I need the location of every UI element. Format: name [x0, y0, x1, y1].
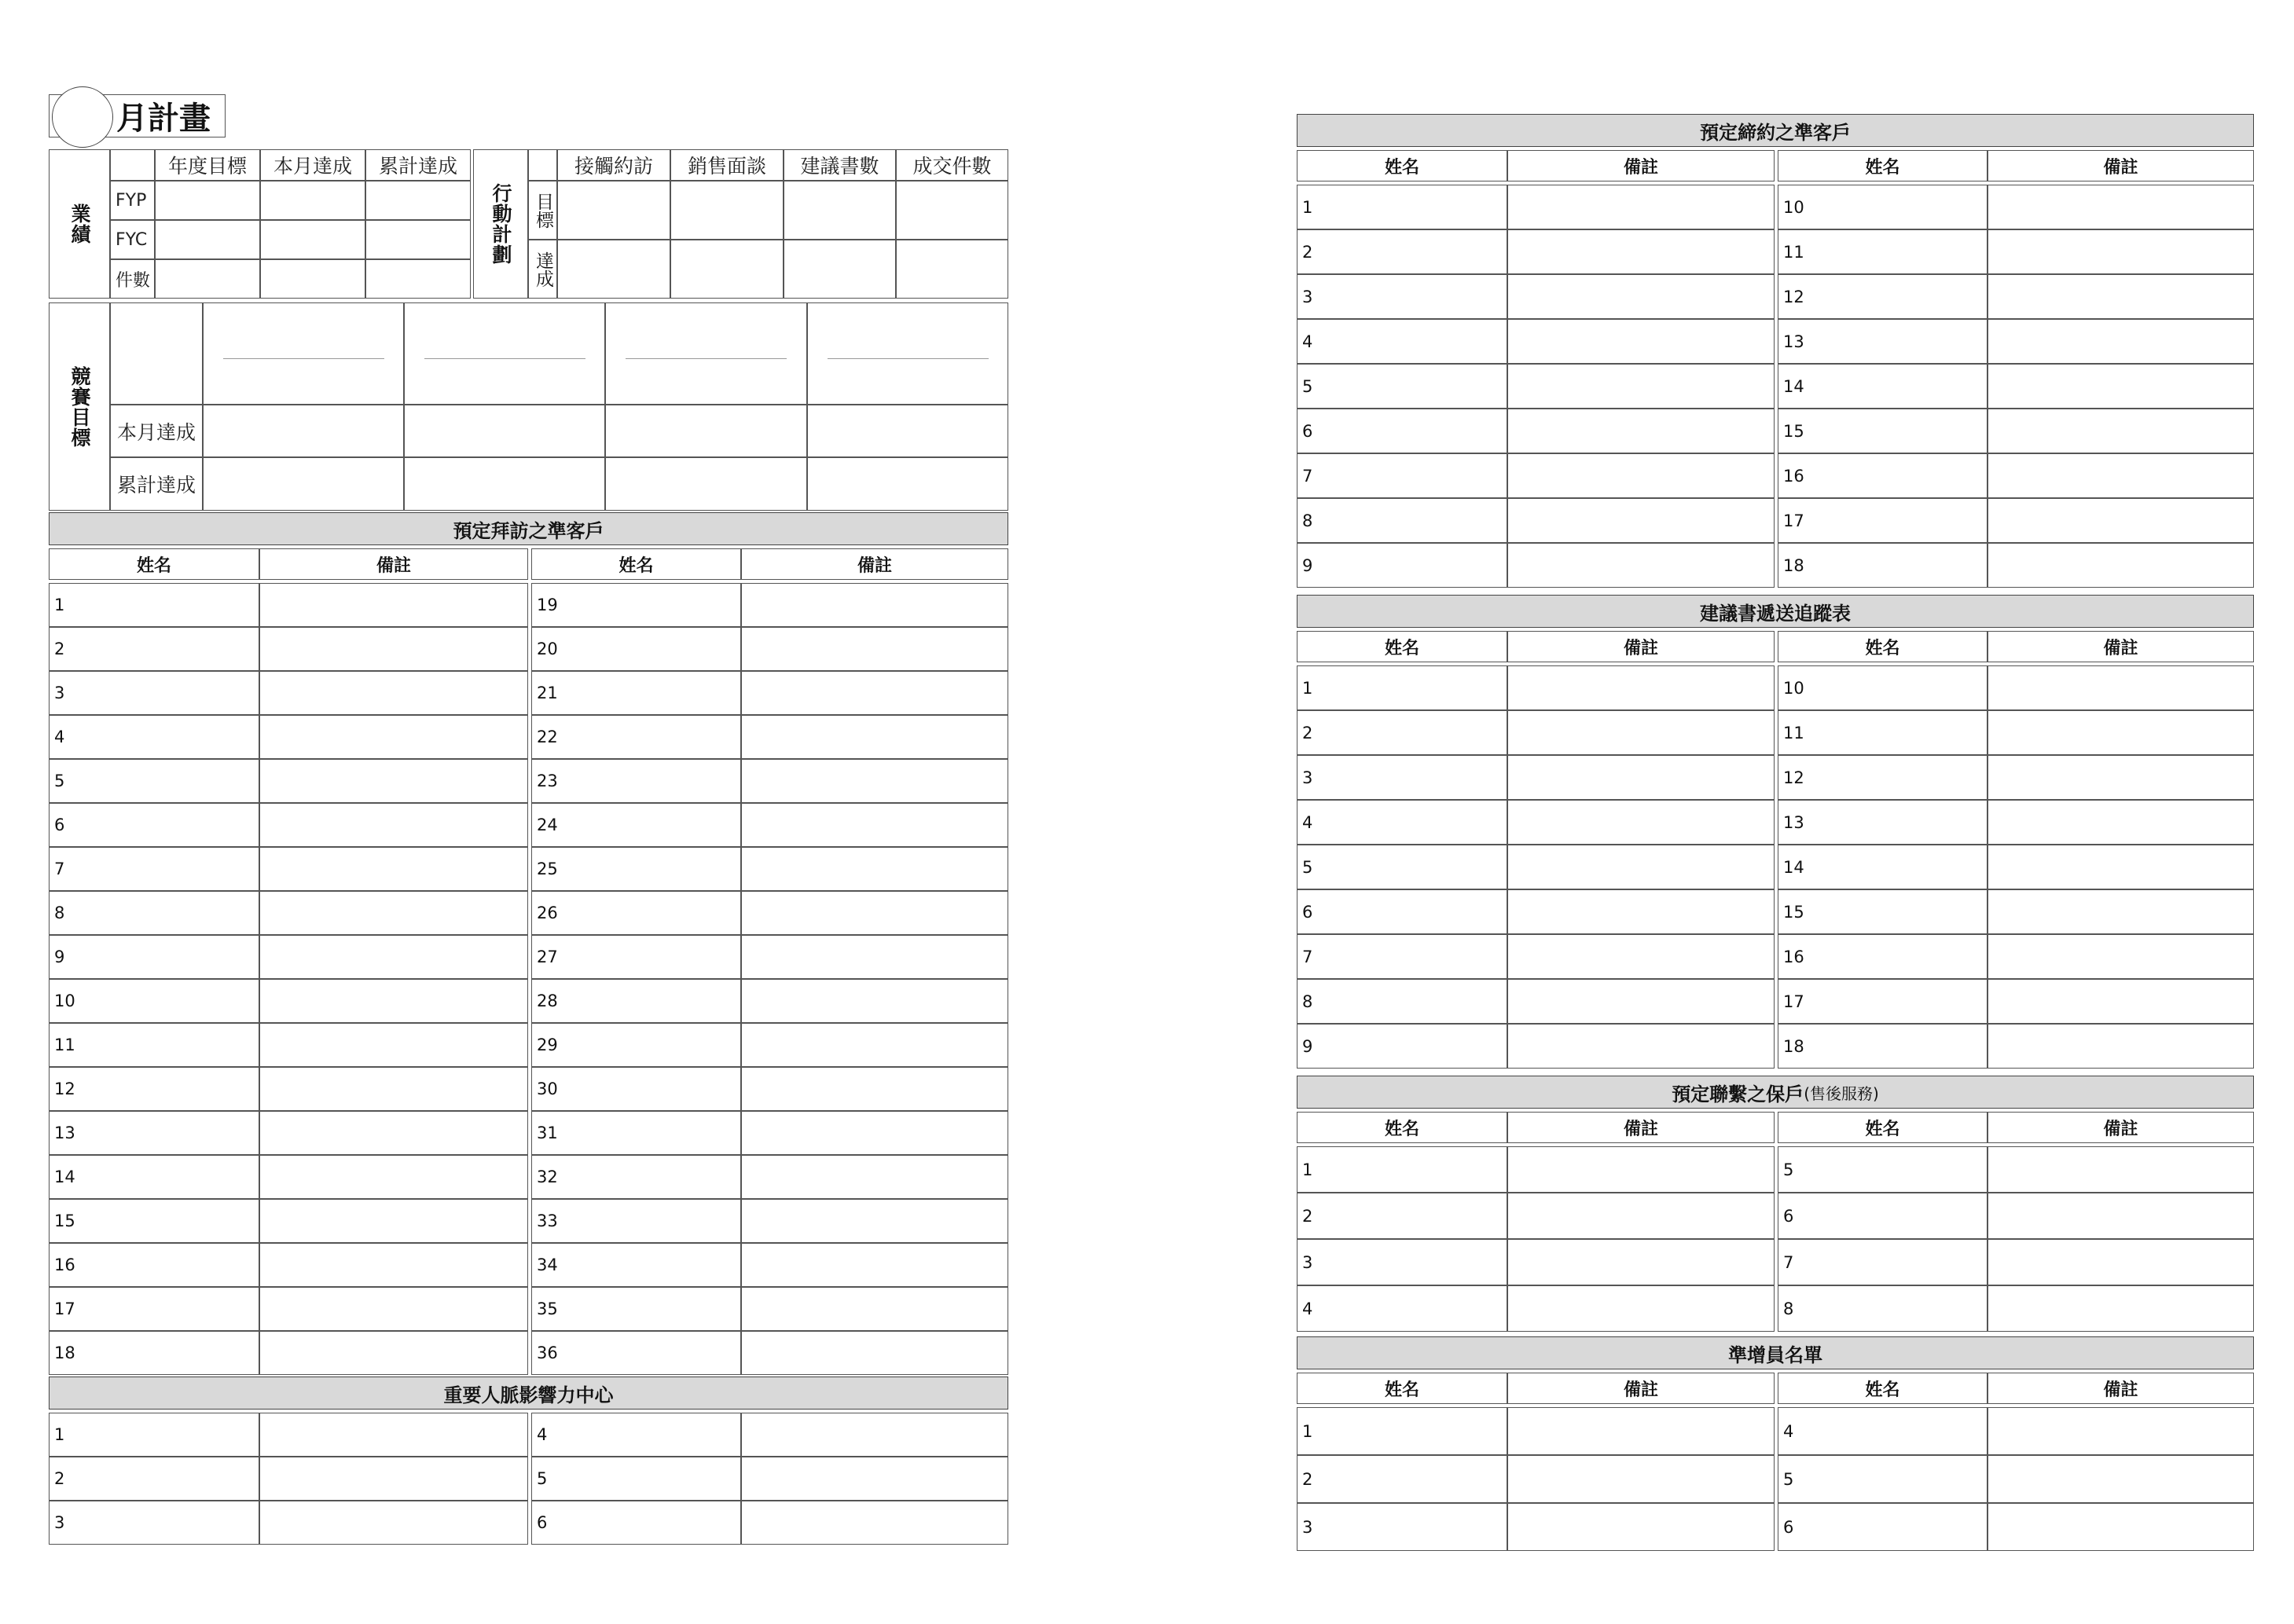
row-note-cell[interactable] [1988, 274, 2254, 319]
row-note-cell[interactable] [1988, 1285, 2254, 1332]
row-note-cell[interactable] [741, 715, 1008, 759]
influence-center-title [49, 1377, 1008, 1410]
row-number-cell[interactable]: 11 [49, 1023, 259, 1067]
row-note-cell[interactable] [1507, 364, 1775, 409]
contest-goal-header[interactable] [203, 302, 404, 405]
contest-cell[interactable] [807, 457, 1008, 511]
row-note-cell[interactable] [1507, 1239, 1775, 1285]
row-note-cell[interactable] [259, 1243, 528, 1287]
row-note-cell[interactable] [259, 935, 528, 979]
note-column-header: 備註 [1988, 150, 2254, 181]
row-number-cell[interactable]: 3 [1297, 1239, 1507, 1285]
row-note-cell[interactable] [1988, 453, 2254, 498]
row-number-cell[interactable]: 7 [1778, 1239, 1988, 1285]
row-number-cell[interactable]: 3 [49, 1501, 259, 1545]
note-column-header: 備註 [1988, 1373, 2254, 1404]
row-note-cell[interactable] [741, 1023, 1008, 1067]
performance-cell[interactable] [260, 259, 365, 299]
row-note-cell[interactable] [1988, 800, 2254, 845]
row-number-cell[interactable]: 32 [531, 1155, 741, 1199]
name-column-header: 姓名 [1778, 1112, 1988, 1143]
row-number-cell[interactable]: 20 [531, 627, 741, 671]
row-number-cell[interactable]: 2 [1297, 710, 1507, 755]
row-number-cell[interactable]: 28 [531, 979, 741, 1023]
row-note-cell[interactable] [741, 979, 1008, 1023]
row-number-cell[interactable]: 11 [1778, 710, 1988, 755]
row-number-cell[interactable]: 18 [49, 1331, 259, 1375]
row-number-cell[interactable]: 15 [49, 1199, 259, 1243]
section-title-suffix: (售後服務) [1804, 1083, 1879, 1103]
row-number-cell[interactable]: 4 [1297, 319, 1507, 364]
performance-cell[interactable] [260, 181, 365, 220]
row-note-cell[interactable] [1507, 1503, 1775, 1551]
row-note-cell[interactable] [1988, 543, 2254, 588]
row-note-cell[interactable] [741, 891, 1008, 935]
name-column-header: 姓名 [1297, 150, 1507, 181]
row-note-cell[interactable] [1507, 543, 1775, 588]
row-note-cell[interactable] [1988, 409, 2254, 453]
row-number-cell[interactable]: 5 [49, 759, 259, 803]
row-number-cell[interactable]: 24 [531, 803, 741, 847]
row-number-cell[interactable]: 6 [1778, 1503, 1988, 1551]
close-prospects-title [1297, 114, 2254, 147]
action-plan-side-text: 行動計劃 [490, 183, 512, 265]
contest-row-month: 本月達成 [110, 405, 203, 457]
row-note-cell[interactable] [1988, 1407, 2254, 1455]
row-note-cell[interactable] [1988, 185, 2254, 229]
row-number-cell[interactable]: 16 [1778, 453, 1988, 498]
row-note-cell[interactable] [259, 715, 528, 759]
action-cell[interactable] [670, 240, 784, 299]
service-contacts-title [1297, 1076, 2254, 1109]
row-note-cell[interactable] [1507, 1455, 1775, 1503]
note-column-header: 備註 [1507, 1373, 1775, 1404]
row-number-cell[interactable]: 9 [1297, 1024, 1507, 1069]
row-number-cell[interactable]: 10 [1778, 665, 1988, 710]
row-note-cell[interactable] [1507, 800, 1775, 845]
performance-cell[interactable] [155, 220, 260, 259]
row-number-cell[interactable]: 15 [1778, 409, 1988, 453]
row-number-cell[interactable]: 35 [531, 1287, 741, 1331]
row-number-cell[interactable]: 4 [1297, 1285, 1507, 1332]
row-number-cell[interactable]: 16 [49, 1243, 259, 1287]
row-note-cell[interactable] [1507, 755, 1775, 800]
row-number-cell[interactable]: 5 [1297, 364, 1507, 409]
performance-col-month: 本月達成 [260, 149, 365, 181]
row-note-cell[interactable] [1988, 1193, 2254, 1239]
row-note-cell[interactable] [1507, 979, 1775, 1024]
row-number-cell[interactable]: 3 [49, 671, 259, 715]
row-number-cell[interactable]: 5 [1778, 1455, 1988, 1503]
contest-table [49, 302, 1008, 511]
month-circle[interactable] [52, 86, 113, 148]
row-number-cell[interactable]: 3 [1297, 755, 1507, 800]
row-number-cell[interactable]: 9 [49, 935, 259, 979]
row-number-cell[interactable]: 1 [1297, 185, 1507, 229]
row-number-cell[interactable]: 6 [1297, 409, 1507, 453]
performance-row-count: 件數 [110, 259, 155, 299]
name-column-header: 姓名 [531, 548, 741, 580]
performance-col-cumulative: 累計達成 [365, 149, 471, 181]
name-column-header: 姓名 [49, 548, 259, 580]
row-number-cell[interactable]: 6 [49, 803, 259, 847]
action-cell[interactable] [896, 181, 1008, 240]
row-number-cell[interactable]: 6 [1778, 1193, 1988, 1239]
row-number-cell[interactable]: 6 [1297, 889, 1507, 934]
row-note-cell[interactable] [1988, 889, 2254, 934]
row-note-cell[interactable] [741, 935, 1008, 979]
title-block [49, 94, 226, 141]
row-number-cell[interactable]: 4 [1778, 1407, 1988, 1455]
row-number-cell[interactable]: 17 [1778, 498, 1988, 543]
row-note-cell[interactable] [1507, 453, 1775, 498]
row-number-cell[interactable]: 22 [531, 715, 741, 759]
note-column-header: 備註 [259, 548, 528, 580]
row-number-cell[interactable]: 16 [1778, 934, 1988, 979]
action-cell[interactable] [784, 240, 896, 299]
row-number-cell[interactable]: 30 [531, 1067, 741, 1111]
contest-goal-blank [223, 358, 384, 359]
action-col-interview: 銷售面談 [670, 149, 784, 181]
recruits-section [1297, 1336, 2254, 1551]
contest-cell[interactable] [203, 405, 404, 457]
row-note-cell[interactable] [1507, 1193, 1775, 1239]
action-row-achieved [528, 240, 557, 299]
row-number-cell[interactable]: 36 [531, 1331, 741, 1375]
performance-cell[interactable] [155, 181, 260, 220]
row-note-cell[interactable] [1988, 229, 2254, 274]
row-number-cell[interactable]: 13 [49, 1111, 259, 1155]
row-note-cell[interactable] [1507, 229, 1775, 274]
action-cell[interactable] [557, 240, 670, 299]
row-note-cell[interactable] [259, 759, 528, 803]
visit-prospects-title [49, 512, 1008, 545]
section-title-text: 預定拜訪之準客戶 [453, 519, 604, 542]
contest-corner [110, 302, 203, 405]
contest-cell[interactable] [203, 457, 404, 511]
proposal-tracking-title [1297, 595, 2254, 628]
row-number-cell[interactable]: 12 [1778, 755, 1988, 800]
action-row-target [528, 181, 557, 240]
row-note-cell[interactable] [741, 583, 1008, 627]
note-column-header: 備註 [1988, 1112, 2254, 1143]
row-number-cell[interactable]: 10 [1778, 185, 1988, 229]
section-title-text: 預定聯繫之保戶 [1672, 1083, 1804, 1105]
row-number-cell[interactable]: 27 [531, 935, 741, 979]
performance-row-fyc: FYC [110, 220, 155, 259]
row-note-cell[interactable] [1507, 1407, 1775, 1455]
note-column-header: 備註 [1507, 1112, 1775, 1143]
row-note-cell[interactable] [259, 627, 528, 671]
section-title-text: 建議書遞送追蹤表 [1700, 602, 1851, 625]
row-number-cell[interactable]: 8 [1297, 979, 1507, 1024]
row-note-cell[interactable] [741, 1155, 1008, 1199]
row-number-cell[interactable]: 7 [1297, 453, 1507, 498]
row-note-cell[interactable] [1507, 934, 1775, 979]
row-note-cell[interactable] [1988, 498, 2254, 543]
performance-row-fyp: FYP [110, 181, 155, 220]
service-contacts-section [1297, 1076, 2254, 1332]
row-note-cell[interactable] [1988, 364, 2254, 409]
proposal-tracking-section [1297, 595, 2254, 1069]
row-note-cell[interactable] [1507, 665, 1775, 710]
note-column-header: 備註 [1507, 150, 1775, 181]
performance-cell[interactable] [365, 220, 471, 259]
name-column-header: 姓名 [1778, 631, 1988, 662]
name-column-header: 姓名 [1778, 150, 1988, 181]
row-note-cell[interactable] [1988, 1146, 2254, 1193]
name-column-header: 姓名 [1778, 1373, 1988, 1404]
row-number-cell[interactable]: 12 [49, 1067, 259, 1111]
contest-goal-header[interactable] [404, 302, 605, 405]
row-number-cell[interactable]: 5 [1778, 1146, 1988, 1193]
row-note-cell[interactable] [259, 1287, 528, 1331]
note-column-header: 備註 [1507, 631, 1775, 662]
row-number-cell[interactable]: 12 [1778, 274, 1988, 319]
row-note-cell[interactable] [1988, 1024, 2254, 1069]
row-number-cell[interactable]: 13 [1778, 319, 1988, 364]
row-number-cell[interactable]: 1 [1297, 1146, 1507, 1193]
row-number-cell[interactable]: 18 [1778, 1024, 1988, 1069]
contest-side-text: 競賽目標 [68, 365, 91, 448]
action-cell[interactable] [896, 240, 1008, 299]
row-number-cell[interactable]: 2 [1297, 1193, 1507, 1239]
name-column-header: 姓名 [1297, 1112, 1507, 1143]
performance-side-label [49, 149, 110, 299]
row-note-cell[interactable] [259, 979, 528, 1023]
contest-cell[interactable] [605, 457, 807, 511]
influence-center-section [49, 1377, 1008, 1545]
row-note-cell[interactable] [1988, 319, 2254, 364]
row-number-cell[interactable]: 7 [1297, 934, 1507, 979]
page-title: 月計畫 [116, 101, 211, 137]
action-col-closed: 成交件數 [896, 149, 1008, 181]
action-cell[interactable] [670, 181, 784, 240]
performance-corner [110, 149, 155, 181]
contest-row-cumulative: 累計達成 [110, 457, 203, 511]
row-number-cell[interactable]: 15 [1778, 889, 1988, 934]
row-number-cell[interactable]: 3 [1297, 274, 1507, 319]
action-cell[interactable] [784, 181, 896, 240]
row-note-cell[interactable] [259, 1155, 528, 1199]
row-number-cell[interactable]: 8 [1778, 1285, 1988, 1332]
section-title-text: 預定締約之準客戶 [1700, 121, 1851, 144]
row-note-cell[interactable] [1507, 319, 1775, 364]
row-number-cell[interactable]: 4 [1297, 800, 1507, 845]
row-note-cell[interactable] [1507, 1285, 1775, 1332]
contest-cell[interactable] [807, 405, 1008, 457]
row-note-cell[interactable] [259, 1111, 528, 1155]
contest-cell[interactable] [404, 405, 605, 457]
contest-cell[interactable] [404, 457, 605, 511]
row-note-cell[interactable] [259, 1457, 528, 1501]
contest-goal-blank [828, 358, 989, 359]
row-number-cell[interactable]: 34 [531, 1243, 741, 1287]
row-number-cell[interactable]: 5 [1297, 845, 1507, 889]
row-note-cell[interactable] [1507, 845, 1775, 889]
row-number-cell[interactable]: 9 [1297, 543, 1507, 588]
performance-col-annual: 年度目標 [155, 149, 260, 181]
row-note-cell[interactable] [1988, 1503, 2254, 1551]
row-note-cell[interactable] [1507, 710, 1775, 755]
action-col-contact: 接觸約訪 [557, 149, 670, 181]
row-number-cell[interactable]: 1 [49, 1413, 259, 1457]
row-number-cell[interactable]: 14 [1778, 364, 1988, 409]
row-note-cell[interactable] [741, 1331, 1008, 1375]
row-number-cell[interactable]: 23 [531, 759, 741, 803]
contest-cell[interactable] [605, 405, 807, 457]
contest-side-label [49, 302, 110, 511]
row-number-cell[interactable]: 4 [49, 715, 259, 759]
row-number-cell[interactable]: 31 [531, 1111, 741, 1155]
row-number-cell[interactable]: 10 [49, 979, 259, 1023]
contest-goal-blank [626, 358, 787, 359]
row-number-cell[interactable]: 2 [49, 627, 259, 671]
row-note-cell[interactable] [259, 583, 528, 627]
row-note-cell[interactable] [1988, 979, 2254, 1024]
contest-goal-header[interactable] [807, 302, 1008, 405]
row-number-cell[interactable]: 1 [1297, 665, 1507, 710]
row-note-cell[interactable] [741, 759, 1008, 803]
row-note-cell[interactable] [259, 1023, 528, 1067]
row-note-cell[interactable] [1988, 845, 2254, 889]
row-number-cell[interactable]: 29 [531, 1023, 741, 1067]
row-note-cell[interactable] [741, 1111, 1008, 1155]
right-page [1297, 114, 2254, 1552]
row-note-cell[interactable] [1988, 1239, 2254, 1285]
row-note-cell[interactable] [1507, 1024, 1775, 1069]
contest-goal-header[interactable] [605, 302, 807, 405]
row-note-cell[interactable] [259, 1067, 528, 1111]
row-note-cell[interactable] [1988, 934, 2254, 979]
action-plan-corner [528, 149, 557, 181]
row-number-cell[interactable]: 2 [1297, 1455, 1507, 1503]
action-row-target-text: 目標 [533, 192, 553, 229]
row-note-cell[interactable] [741, 1413, 1008, 1457]
performance-cell[interactable] [365, 181, 471, 220]
performance-cell[interactable] [155, 259, 260, 299]
contest-goal-blank [424, 358, 585, 359]
row-number-cell[interactable]: 1 [49, 583, 259, 627]
row-number-cell[interactable]: 17 [49, 1287, 259, 1331]
row-number-cell[interactable]: 18 [1778, 543, 1988, 588]
row-note-cell[interactable] [259, 671, 528, 715]
row-note-cell[interactable] [741, 671, 1008, 715]
performance-cell[interactable] [260, 220, 365, 259]
row-note-cell[interactable] [741, 1501, 1008, 1545]
row-note-cell[interactable] [259, 1501, 528, 1545]
name-column-header: 姓名 [1297, 631, 1507, 662]
row-number-cell[interactable]: 6 [531, 1501, 741, 1545]
row-note-cell[interactable] [1507, 409, 1775, 453]
row-number-cell[interactable]: 17 [1778, 979, 1988, 1024]
recruits-title [1297, 1336, 2254, 1369]
row-note-cell[interactable] [259, 1331, 528, 1375]
row-note-cell[interactable] [259, 847, 528, 891]
row-note-cell[interactable] [741, 1067, 1008, 1111]
performance-cell[interactable] [365, 259, 471, 299]
name-column-header: 姓名 [1297, 1373, 1507, 1404]
action-plan-table [473, 149, 1008, 299]
row-note-cell[interactable] [741, 847, 1008, 891]
action-col-proposals: 建議書數 [784, 149, 896, 181]
action-cell[interactable] [557, 181, 670, 240]
row-number-cell[interactable]: 4 [531, 1413, 741, 1457]
visit-prospects-section [49, 512, 1008, 1375]
row-number-cell[interactable]: 26 [531, 891, 741, 935]
note-column-header: 備註 [1988, 631, 2254, 662]
row-number-cell[interactable]: 5 [531, 1457, 741, 1501]
row-note-cell[interactable] [1988, 755, 2254, 800]
row-number-cell[interactable]: 7 [49, 847, 259, 891]
row-note-cell[interactable] [741, 1199, 1008, 1243]
close-prospects-section [1297, 114, 2254, 588]
row-note-cell[interactable] [1988, 1455, 2254, 1503]
row-note-cell[interactable] [741, 627, 1008, 671]
row-number-cell[interactable]: 19 [531, 583, 741, 627]
row-number-cell[interactable]: 1 [1297, 1407, 1507, 1455]
row-number-cell[interactable]: 3 [1297, 1503, 1507, 1551]
row-note-cell[interactable] [1507, 889, 1775, 934]
row-number-cell[interactable]: 14 [1778, 845, 1988, 889]
row-number-cell[interactable]: 25 [531, 847, 741, 891]
section-title-text: 重要人脈影響力中心 [443, 1384, 614, 1406]
row-note-cell[interactable] [741, 1457, 1008, 1501]
action-row-achieved-text: 達成 [533, 251, 553, 288]
row-note-cell[interactable] [1507, 1146, 1775, 1193]
row-number-cell[interactable]: 2 [1297, 229, 1507, 274]
row-note-cell[interactable] [1988, 710, 2254, 755]
left-page [49, 79, 1008, 1564]
row-number-cell[interactable]: 21 [531, 671, 741, 715]
row-number-cell[interactable]: 14 [49, 1155, 259, 1199]
row-number-cell[interactable]: 8 [1297, 498, 1507, 543]
row-note-cell[interactable] [259, 1199, 528, 1243]
row-note-cell[interactable] [741, 803, 1008, 847]
row-note-cell[interactable] [259, 891, 528, 935]
row-note-cell[interactable] [1507, 185, 1775, 229]
row-number-cell[interactable]: 33 [531, 1199, 741, 1243]
row-note-cell[interactable] [259, 1413, 528, 1457]
row-number-cell[interactable]: 11 [1778, 229, 1988, 274]
action-plan-side-label [473, 149, 528, 299]
row-note-cell[interactable] [1988, 665, 2254, 710]
row-note-cell[interactable] [1507, 498, 1775, 543]
row-number-cell[interactable]: 13 [1778, 800, 1988, 845]
row-number-cell[interactable]: 8 [49, 891, 259, 935]
section-title-text: 準增員名單 [1728, 1344, 1822, 1366]
row-note-cell[interactable] [741, 1287, 1008, 1331]
note-column-header: 備註 [741, 548, 1008, 580]
row-number-cell[interactable]: 2 [49, 1457, 259, 1501]
performance-side-text: 業績 [68, 203, 91, 244]
row-note-cell[interactable] [1507, 274, 1775, 319]
row-note-cell[interactable] [741, 1243, 1008, 1287]
performance-table [49, 149, 471, 299]
row-note-cell[interactable] [259, 803, 528, 847]
